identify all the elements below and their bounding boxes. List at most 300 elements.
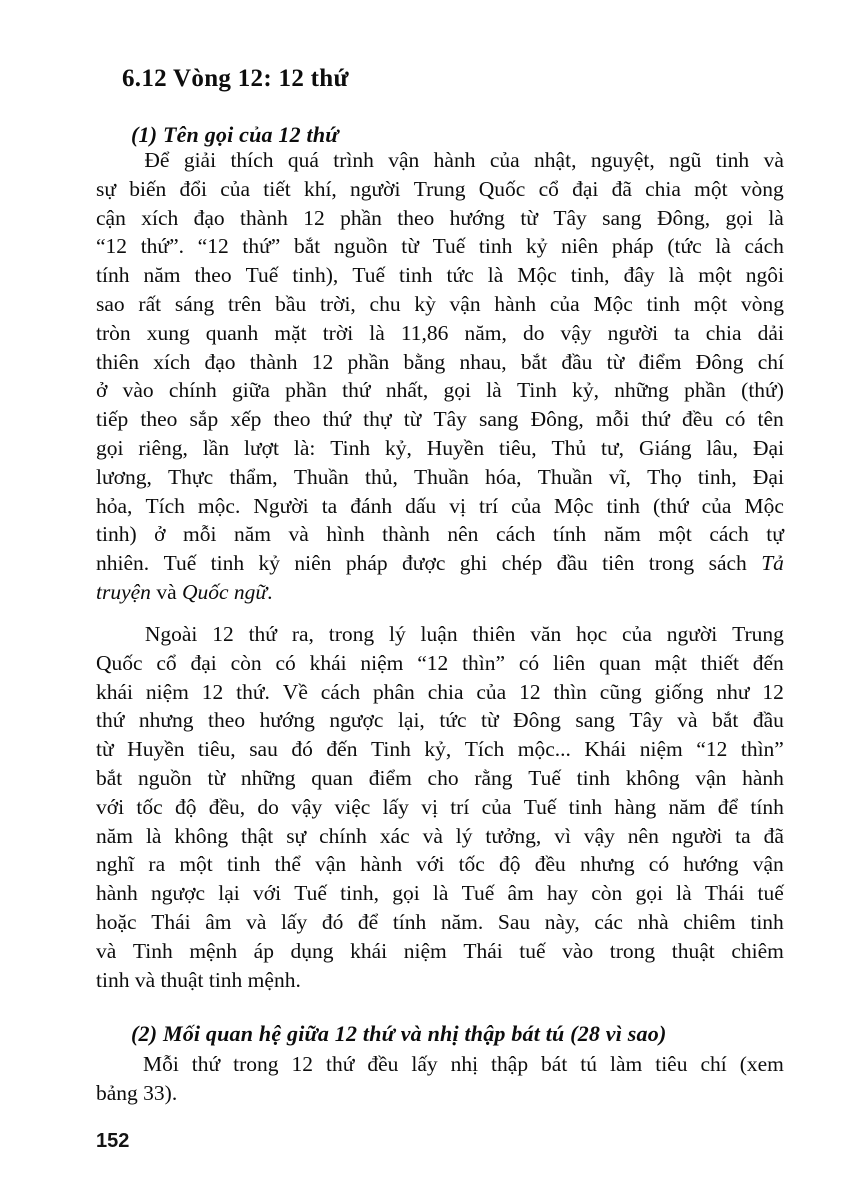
word: Đại	[752, 464, 784, 489]
word: dấu	[405, 493, 437, 518]
word: thìn”	[740, 737, 784, 762]
word: quá	[287, 148, 319, 172]
word: có	[518, 650, 540, 675]
word: Tây	[433, 407, 467, 432]
word: sự	[286, 823, 307, 848]
word: Quốc	[478, 176, 526, 201]
word: chia	[427, 679, 464, 704]
word: bắt	[96, 765, 123, 790]
word: đến	[752, 650, 784, 675]
word: Mộc	[554, 493, 594, 518]
word: đều,	[208, 794, 246, 819]
word: lương,	[96, 464, 152, 489]
word: (thứ)	[741, 378, 784, 403]
word: thứ	[191, 1052, 221, 1076]
word: vĩ,	[608, 464, 631, 489]
subsection-heading-2: (2) Mối quan hệ giữa 12 thứ và nhị thập bát tú (28 vì sao)	[131, 1021, 667, 1047]
word: Thuần	[414, 464, 469, 489]
word: điểm	[368, 765, 412, 790]
word: có	[648, 852, 670, 877]
word: lấy	[382, 794, 409, 819]
word: là	[668, 263, 685, 288]
word: chu	[369, 291, 401, 316]
word: chính	[168, 378, 217, 403]
word: làm	[610, 1052, 643, 1076]
word: của	[622, 622, 652, 646]
word: 12	[519, 679, 541, 704]
word: thiên	[472, 622, 516, 646]
word: hình	[326, 522, 365, 547]
word: thự	[363, 407, 392, 432]
word: Tích	[145, 493, 185, 518]
word: Người	[253, 493, 309, 518]
word: gọi	[443, 378, 471, 403]
word: (thứ	[653, 493, 689, 518]
word: gọi	[96, 435, 124, 460]
word: những	[240, 765, 296, 790]
text-line	[96, 405, 784, 434]
word: vận	[388, 148, 420, 172]
word: vòng	[740, 291, 784, 316]
word: niệm	[145, 679, 189, 704]
word: chính	[319, 823, 367, 848]
word: rằng	[474, 765, 513, 790]
word: ở	[154, 522, 166, 547]
word: Trung	[413, 176, 466, 201]
word: hành	[742, 765, 784, 790]
word: người	[350, 176, 401, 201]
word: tuế	[757, 881, 784, 906]
word: phần	[347, 349, 390, 374]
word: một	[179, 852, 213, 877]
word: Mộc	[593, 291, 633, 316]
word: sang	[602, 205, 642, 230]
word: cũng	[599, 679, 642, 704]
word: là	[432, 881, 449, 906]
word: Sau	[497, 909, 531, 934]
word: âm	[507, 881, 534, 906]
word: niên	[294, 551, 332, 576]
word: hóa,	[485, 464, 522, 489]
word: và	[422, 823, 443, 848]
word: ngược	[151, 881, 206, 906]
word: tinh	[226, 852, 261, 877]
word: tiêu,	[198, 737, 236, 762]
text-line	[96, 850, 784, 879]
word: chiêm	[683, 909, 736, 934]
word: xích	[141, 205, 179, 230]
word: tốc	[136, 794, 163, 819]
word: vì	[554, 823, 571, 848]
word: hành	[360, 852, 403, 877]
text-line	[96, 261, 784, 290]
text-line	[96, 376, 784, 405]
word: là:	[293, 435, 316, 460]
word: ngũ	[669, 148, 702, 172]
word: vậy	[291, 794, 323, 819]
word: bầu	[275, 291, 307, 316]
text-line	[96, 290, 784, 319]
word: lý	[388, 622, 406, 646]
word: một	[698, 263, 732, 288]
word: nhất,	[385, 378, 429, 403]
word: tiếp	[96, 407, 129, 432]
word: gọi	[392, 881, 420, 906]
text-line	[96, 764, 784, 793]
word: Thuần	[293, 464, 349, 489]
word: tinh),	[292, 263, 339, 288]
word: gọi	[635, 881, 663, 906]
word: một	[658, 522, 692, 547]
word: thứ	[342, 378, 371, 403]
word: vận	[315, 852, 347, 877]
word: năm	[668, 794, 706, 819]
line-text: bảng 33).	[96, 1080, 178, 1105]
word: với	[96, 794, 125, 819]
word: mật	[654, 650, 687, 675]
word: 12	[311, 349, 334, 374]
word: vậy	[560, 320, 592, 345]
word: tròn	[96, 320, 131, 345]
word: tinh	[210, 551, 245, 576]
word: lâu,	[706, 435, 739, 460]
word: Để	[144, 148, 170, 172]
word: văn	[530, 622, 562, 646]
text-line	[96, 879, 784, 908]
word: kỷ,	[424, 737, 452, 762]
section-heading: 6.12 Vòng 12: 12 thứ	[122, 64, 349, 92]
word: xung	[146, 320, 190, 345]
word: không	[174, 823, 229, 848]
word: có	[725, 407, 746, 432]
word: tư,	[601, 435, 625, 460]
word: (xem	[739, 1052, 784, 1076]
word: 12	[291, 1052, 313, 1076]
word: Tuế	[461, 881, 495, 906]
word: cho	[427, 765, 459, 790]
word: cổ	[538, 176, 559, 201]
word: xác	[379, 823, 410, 848]
word: năm	[96, 823, 134, 848]
word: sách	[708, 551, 747, 576]
word: tính	[750, 794, 784, 819]
word: thứ	[248, 622, 277, 646]
word: tinh,	[570, 263, 610, 288]
word: như	[716, 679, 750, 704]
word: 12	[303, 205, 325, 230]
italic-title: truyện	[96, 579, 151, 604]
word: trời,	[319, 291, 356, 316]
word: tinh)	[96, 522, 137, 547]
word: thiết	[700, 650, 739, 675]
word: Tây	[553, 205, 587, 230]
word: thứ.	[236, 679, 270, 704]
word: vận	[695, 765, 727, 790]
paragraph-ten-goi	[96, 146, 784, 607]
word: và	[288, 522, 309, 547]
word: tính	[96, 263, 130, 288]
word: đó	[321, 909, 344, 934]
word: tiêu	[655, 1052, 688, 1076]
word: trí	[479, 493, 499, 518]
word: từ	[606, 349, 625, 374]
word: “12	[197, 234, 229, 259]
word: hay	[546, 881, 579, 906]
word: thành	[382, 522, 430, 547]
word: tinh	[399, 263, 433, 288]
text-line	[96, 706, 784, 735]
paragraph-indent	[96, 620, 130, 649]
word: năm	[143, 263, 181, 288]
word: của	[481, 794, 512, 819]
word: trí	[450, 794, 470, 819]
word: xích	[153, 349, 191, 374]
word: ra,	[291, 622, 314, 646]
word: này,	[544, 909, 580, 934]
word: vận	[752, 852, 784, 877]
word: dải	[757, 320, 784, 345]
word: Tuế	[432, 234, 466, 259]
word: một	[693, 291, 728, 316]
word: hành	[96, 881, 138, 906]
word: thứ”	[242, 234, 281, 259]
word: cách	[744, 234, 784, 259]
word: nhau,	[459, 349, 507, 374]
word: nhà	[637, 909, 669, 934]
word: hành	[433, 148, 476, 172]
word: tinh	[750, 909, 784, 934]
word: lý	[455, 823, 473, 848]
word: độ	[499, 852, 521, 877]
word: niệm	[360, 650, 404, 675]
word: riêng,	[138, 435, 188, 460]
word: của	[511, 493, 541, 518]
word: liên	[553, 650, 586, 675]
word: pháp	[345, 551, 388, 576]
word: kỷ	[258, 551, 280, 576]
word: hỏa,	[96, 493, 133, 518]
word: khái	[350, 938, 388, 963]
word: Mộc	[517, 263, 557, 288]
word: Tuế	[523, 794, 557, 819]
line-text: tinh và thuật tinh mệnh.	[96, 967, 301, 992]
word: hàng	[614, 794, 657, 819]
word: nguồn	[138, 765, 192, 790]
paragraph-12-thin	[96, 620, 784, 994]
word: tiết	[263, 176, 291, 201]
word: quan	[311, 765, 354, 790]
word: tính	[392, 909, 427, 934]
word: biến	[129, 176, 167, 201]
word: bắt	[520, 349, 548, 374]
word: thật	[241, 823, 274, 848]
word: tưởng,	[485, 823, 542, 848]
word: Thuần	[537, 464, 593, 489]
word: theo	[273, 407, 311, 432]
text-line	[96, 1050, 784, 1079]
word: khái	[309, 650, 347, 675]
paragraph-indent	[96, 1050, 130, 1079]
word: Huyền	[127, 737, 185, 762]
text-line	[96, 146, 784, 175]
word: âm	[205, 909, 232, 934]
word: gọi	[725, 205, 753, 230]
word: vị	[449, 493, 466, 518]
word: cách	[320, 679, 361, 704]
word: và	[96, 938, 117, 963]
word: các	[594, 909, 623, 934]
word: không	[625, 765, 680, 790]
word: tự	[766, 522, 784, 547]
word: tiên	[602, 551, 635, 576]
word: do	[257, 794, 279, 819]
word: tinh	[715, 148, 750, 172]
word: đã	[763, 823, 784, 848]
word: chép	[501, 551, 543, 576]
word: từ	[403, 407, 422, 432]
word: giải	[183, 148, 217, 172]
word: vậy	[583, 823, 615, 848]
word: niệm	[403, 938, 447, 963]
word: 11,86	[400, 320, 449, 345]
word: theo	[397, 205, 435, 230]
word: để	[717, 794, 739, 819]
line-text: và	[150, 579, 182, 604]
word: niệm	[639, 737, 683, 762]
word: từ	[401, 234, 419, 259]
word: hướng	[259, 708, 315, 733]
word: tuế	[519, 938, 546, 963]
word: là	[676, 881, 692, 906]
word: phân	[373, 679, 415, 704]
word: và	[763, 148, 784, 172]
word: thứ	[96, 708, 125, 733]
word: chia	[705, 320, 742, 345]
word: hành	[494, 291, 537, 316]
word: Đại	[752, 435, 784, 460]
word: năm	[233, 522, 272, 547]
word: của	[489, 148, 520, 172]
word: điểm	[638, 349, 682, 374]
line-text: .	[267, 579, 273, 604]
word: Tuế	[245, 263, 279, 288]
text-line	[96, 348, 784, 377]
text-line	[96, 937, 784, 966]
text-line	[96, 578, 784, 607]
word: đó	[291, 737, 313, 762]
word: mặt	[274, 320, 307, 345]
word: đều	[534, 852, 566, 877]
word: người	[607, 320, 659, 345]
word: là	[369, 320, 385, 345]
word: 12	[212, 622, 234, 646]
word: giữa	[231, 378, 270, 403]
word: thành	[249, 349, 298, 374]
word: phần	[684, 378, 726, 403]
word: thuật	[671, 938, 715, 963]
word: những	[614, 378, 669, 403]
word: chí	[757, 349, 784, 374]
word: năm,	[464, 320, 507, 345]
paragraph-moi-thu	[96, 1050, 784, 1108]
word: ghi	[459, 551, 488, 576]
text-line	[96, 549, 784, 578]
text-line	[96, 620, 784, 649]
paragraph-indent	[96, 146, 130, 175]
word: vào	[562, 938, 594, 963]
word: tinh	[606, 493, 640, 518]
word: Huyền	[426, 435, 485, 460]
text-line	[96, 908, 784, 937]
word: thìn”	[462, 650, 506, 675]
word: kỷ,	[385, 435, 412, 460]
word: khí,	[303, 176, 337, 201]
word: bắt	[293, 234, 321, 259]
word: tinh	[646, 291, 681, 316]
text-line	[96, 434, 784, 463]
word: sang	[479, 407, 519, 432]
word: Quốc	[96, 650, 143, 675]
word: người	[666, 622, 718, 646]
word: giống	[654, 679, 704, 704]
word: trình	[333, 148, 374, 172]
word: 12	[201, 679, 224, 704]
word: nhật,	[534, 148, 577, 172]
word: đại	[190, 650, 217, 675]
word: nguyệt,	[590, 148, 655, 172]
word: một	[694, 176, 728, 201]
word: ở	[96, 378, 108, 403]
word: tinh,	[340, 881, 379, 906]
word: tú	[580, 1052, 598, 1076]
word: lần	[202, 435, 230, 460]
italic-title: Quốc ngữ	[181, 579, 268, 604]
word: trong	[233, 1052, 279, 1076]
word: lại,	[397, 708, 425, 733]
word: kỳ	[414, 291, 436, 316]
word: học	[576, 622, 608, 646]
word: ngôi	[745, 263, 784, 288]
word: kỷ,	[572, 378, 599, 403]
word: cách	[495, 522, 536, 547]
word: tức	[446, 263, 474, 288]
word: mộc.	[197, 493, 241, 518]
word: phần	[285, 378, 327, 403]
word: cách	[709, 522, 749, 547]
text-line	[96, 649, 784, 678]
word: hoặc	[96, 909, 137, 934]
word: theo	[140, 407, 178, 432]
word: Tuế	[163, 551, 197, 576]
word: mệnh	[189, 938, 238, 963]
word: Tích	[464, 737, 505, 762]
word: năm.	[440, 909, 484, 934]
word: độ	[174, 794, 197, 819]
word: thành	[240, 205, 288, 230]
word: chí	[700, 1052, 727, 1076]
word: thập	[491, 1052, 529, 1076]
word: lượt	[244, 435, 279, 460]
word: Thực	[168, 464, 214, 489]
word: (tức	[667, 234, 702, 259]
word: Thái	[151, 909, 191, 934]
word: theo	[208, 708, 246, 733]
word: chiêm	[731, 938, 784, 963]
word: của	[220, 176, 251, 201]
word: trời	[322, 320, 354, 345]
word: lại	[218, 881, 240, 906]
word: Đông,	[530, 407, 584, 432]
